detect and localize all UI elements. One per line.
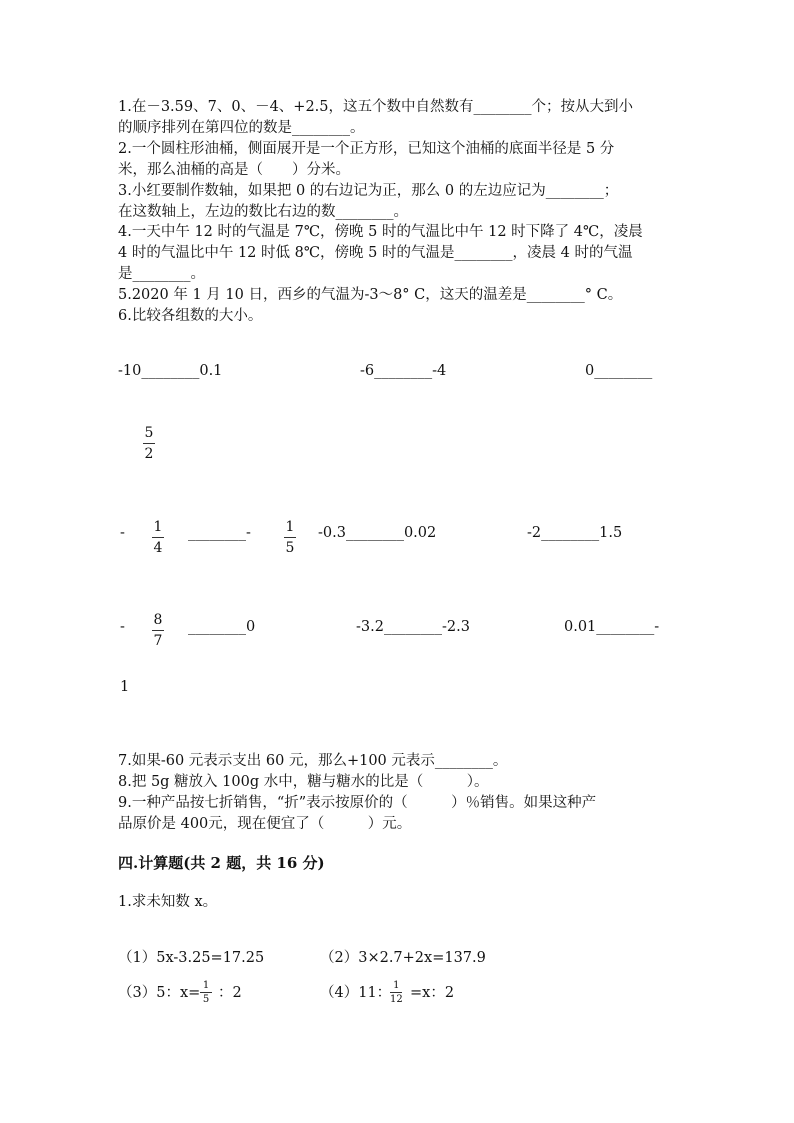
fraction-bar — [152, 630, 164, 631]
compare-2b: -0.3________0.02 — [318, 525, 437, 541]
equation-4-right: =x：2 — [410, 985, 455, 1001]
fraction-1-4 — [152, 519, 164, 556]
fraction-numerator: 1 — [285, 519, 295, 535]
q4-line2: 4 时的气温比中午 12 时低 8℃，傍晚 5 时的气温是________，凌晨 4 时的气温 — [118, 245, 633, 261]
q1-line2: 的顺序排列在第四位的数是________。 — [118, 120, 365, 136]
equation-3-left: （3）5：x= — [118, 985, 201, 1001]
compare-2c: -2________1.5 — [527, 525, 623, 541]
minus-sign: - — [120, 525, 125, 541]
q9-line1: 9.一种产品按七折销售，“折”表示按原价的（ ）％销售。如果这种产 — [118, 795, 597, 811]
q1-line1: 1.在－3.59、7、0、－4、+2.5，这五个数中自然数有________个；按从大到小 — [118, 99, 634, 115]
q7-line: 7.如果-60 元表示支出 60 元，那么+100 元表示________。 — [118, 753, 508, 769]
fraction-numerator: 5 — [144, 425, 154, 441]
fraction-8-7 — [152, 612, 164, 649]
fraction-denominator: 5 — [202, 994, 210, 1005]
q6-line: 6.比较各组数的大小。 — [118, 308, 263, 324]
calc-q1: 1.求未知数 x。 — [118, 894, 218, 910]
equation-4-left: （4）11： — [320, 985, 392, 1001]
compare-3c: 0.01________- — [564, 619, 660, 635]
fraction-denominator: 7 — [153, 633, 163, 649]
fraction-denominator: 12 — [390, 994, 403, 1005]
compare-1c: 0________ — [585, 363, 653, 379]
q9-line2: 品原价是 400元，现在便宜了（ ）元。 — [118, 816, 412, 832]
compare-3b: -3.2________-2.3 — [356, 619, 470, 635]
q4-line3: 是________。 — [118, 266, 205, 282]
equation-1: （1）5x-3.25=17.25 — [118, 950, 265, 966]
q8-line: 8.把 5g 糖放入 100g 水中，糖与糖水的比是（ ）。 — [118, 774, 489, 790]
fraction-1-5-small — [200, 980, 212, 1005]
q2-line2: 米，那么油桶的高是（ ）分米。 — [118, 162, 350, 178]
q4-line1: 4.一天中午 12 时的气温是 7℃，傍晚 5 时的气温比中午 12 时下降了 4℃，凌晨 — [118, 224, 643, 240]
fraction-denominator: 4 — [153, 540, 163, 556]
fraction-bar — [143, 443, 155, 444]
fraction-numerator: 1 — [153, 519, 163, 535]
fraction-bar — [200, 992, 212, 993]
fraction-denominator: 5 — [285, 540, 295, 556]
fraction-bar — [284, 537, 296, 538]
minus-sign: - — [120, 619, 125, 635]
q3-line2: 在这数轴上，左边的数比右边的数________。 — [118, 204, 408, 220]
fraction-numerator: 1 — [393, 980, 400, 991]
compare-3a-blank: ________0 — [188, 619, 256, 635]
compare-3c-continued: 1 — [120, 679, 130, 695]
fraction-numerator: 8 — [153, 612, 163, 628]
fraction-1-5 — [284, 519, 296, 556]
equation-3-right: ：2 — [218, 985, 242, 1001]
compare-1a: -10________0.1 — [118, 363, 223, 379]
q2-line1: 2.一个圆柱形油桶，侧面展开是一个正方形，已知这个油桶的底面半径是 5 分 — [118, 141, 615, 157]
fraction-numerator: 1 — [202, 980, 210, 991]
fraction-1-12-small — [390, 980, 403, 1005]
q5-line: 5.2020 年 1 月 10 日，西乡的气温为-3～8° C，这天的温差是________° C。 — [118, 287, 623, 303]
q3-line1: 3.小红要制作数轴，如果把 0 的右边记为正，那么 0 的左边应记为________； — [118, 183, 619, 199]
compare-2a-blank: ________- — [188, 525, 251, 541]
fraction-5-2 — [143, 425, 155, 462]
compare-1b: -6________-4 — [360, 363, 447, 379]
fraction-bar — [390, 992, 402, 993]
fraction-denominator: 2 — [144, 446, 154, 462]
equation-2: （2）3×2.7+2x=137.9 — [320, 950, 486, 966]
section-title: 四.计算题(共 2 题，共 16 分) — [118, 854, 325, 872]
fraction-bar — [152, 537, 164, 538]
